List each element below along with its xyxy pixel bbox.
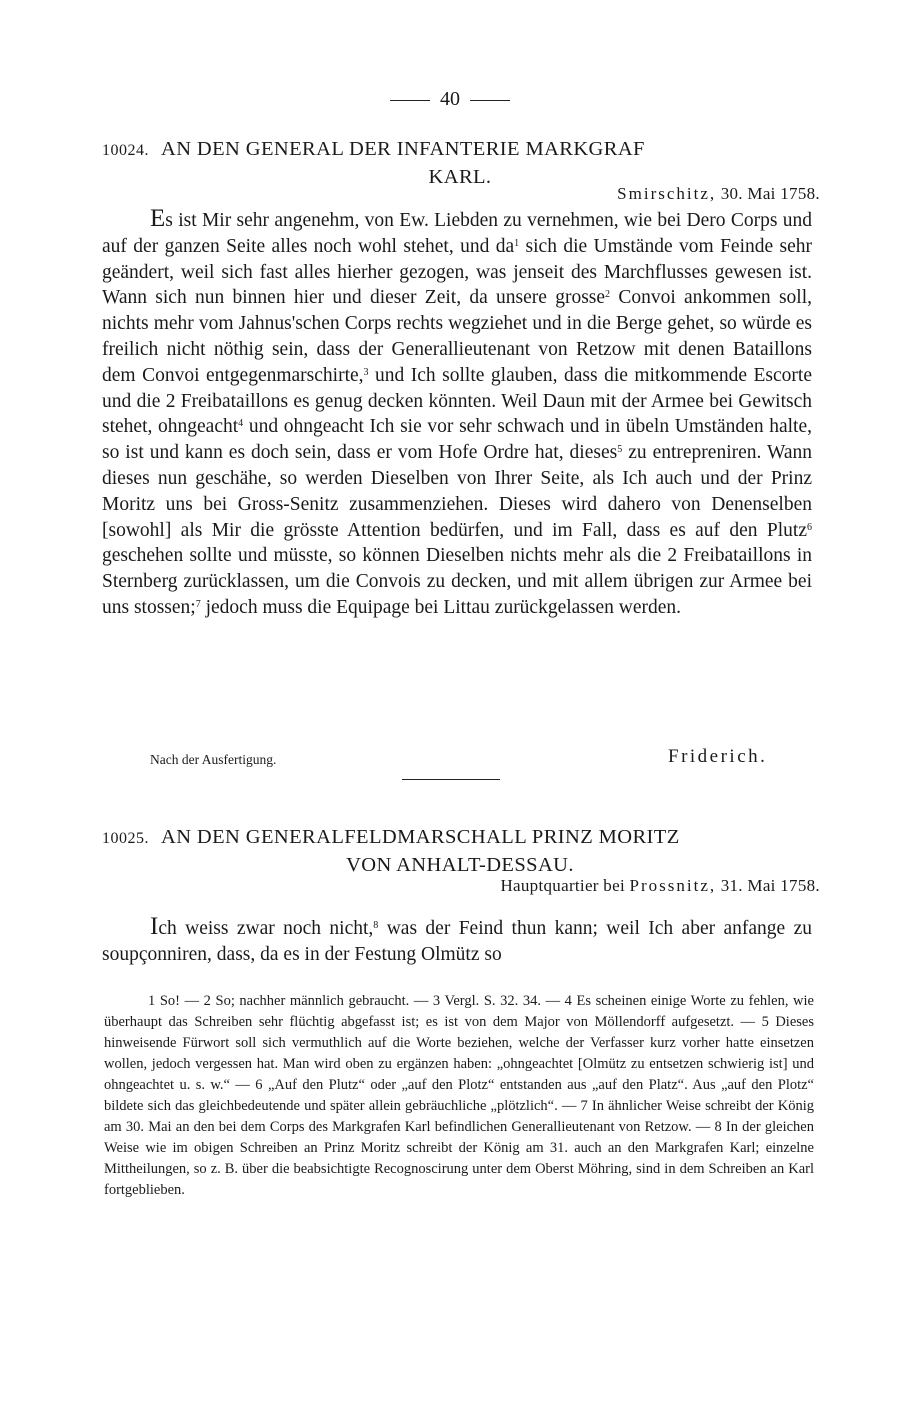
letter-title-line1: AN DEN GENERALFELDMARSCHALL PRINZ MORITZ: [161, 826, 680, 848]
letter-body-10024: [102, 206, 812, 621]
letter-paragraph: [102, 206, 812, 621]
running-head: [0, 88, 900, 111]
text-segment: geschehen sollte und müsste, so können Dieselben nichts mehr als die 2 Freibataillons in Sternberg zurücklassen, um die Convois zu decken, und mit allem übrigen zur Armee bei uns stossen;: [102, 545, 812, 618]
signature: Friderich.: [668, 746, 768, 767]
footnote-ref: 4: [238, 418, 244, 430]
section-divider: [402, 779, 500, 780]
text-segment: jedoch muss die Equipage bei Littau zurückgelassen werden.: [205, 596, 682, 618]
text-segment: s ist Mir sehr angenehm, von Ew. Liebden zu vernehmen, wie bei Dero Corps und auf der ganzen Seite alles noch wohl stehet, und da: [102, 210, 812, 257]
text-segment: Convoi ankommen soll, nichts mehr vom Jahnus'schen Corps rechts wegziehet und in die Berge gehet, so würde es freilich nicht nöthig sein, dass der Generallieutenant von Retzow mit denen Bataillons dem Convoi entgegenmarschirte,: [102, 287, 813, 386]
drop-cap: I: [150, 913, 159, 940]
date: 31. Mai 1758.: [720, 876, 820, 895]
page-number: 40: [440, 88, 460, 110]
drop-cap: E: [150, 205, 166, 232]
date-place: Smirschitz,: [617, 184, 717, 203]
date: 30. Mai 1758.: [720, 184, 820, 203]
footnote-text: 1 So! — 2 So; nachher männlich gebraucht. — 3 Vergl. S. 32. 34. — 4 Es scheinen einige Worte zu fehlen, wie überhaupt das Schreiben sehr flüchtig abgefasst ist; es ist von dem Major von Möllendorff aufgesetzt. — 5 Dieses hinweisende Fürwort soll sich vermuthlich auf die Worte beziehen, welche der Verfasser kurz vorher hatte einsetzen wollen, jedoch vergessen hat. Man wird oben zu ergänzen haben: „ohngeachtet [Olmütz zu entsetzen schwierig ist] und ohngeachtet u. s. w.“ — 6 „Auf den Plutz“ oder „auf den Plotz“ entstanden aus „auf den Platz“. Aus „auf den Plotz“ bildete sich das gleichbedeutende und später allein gebräuchliche „plötzlich“. — 7 In ähnlicher Weise schreibt der König am 30. Mai an den bei dem Corps des Markgrafen Karl befindlichen Generallieutenant von Retzow. — 8 In der gleichen Weise wie im obigen Schreiben an Prinz Moritz schreibt der König am 31. auch an den Markgrafen Karl; einzelne Mittheilungen, so z. B. über die beabsichtigte Recognoscirung unter dem Oberst Möhring, sind in dem Schreiben an Karl fortgeblieben.: [104, 993, 814, 1198]
date-place: Prossnitz,: [629, 876, 717, 895]
letter-title-line2: VON ANHALT-DESSAU.: [346, 854, 574, 876]
letter-heading-10024: [102, 136, 818, 190]
letter-body-10025: [102, 914, 812, 968]
text-segment: sich die Umstände vom Feinde sehr geändert, weil sich fast alles hierher gezogen, was jenseit des Marchflusses gewesen ist. Wann sich nun binnen hier und dieser Zeit, da unsere grosse: [102, 235, 813, 309]
letter-number: 10024.: [102, 142, 149, 159]
head-rule-left: [390, 100, 430, 101]
letter-title-line1: AN DEN GENERAL DER INFANTERIE MARKGRAF: [161, 138, 645, 160]
footnote-ref: 3: [363, 366, 369, 378]
letter-dateline-10024: [0, 184, 820, 204]
footnote-ref: 7: [195, 598, 201, 610]
head-rule-right: [470, 100, 510, 101]
text-segment: und Ich sollte glauben, dass die mitkommende Escorte und die 2 Freibataillons es genug decken könnten. Weil Daun mit der Armee bei Gewitsch stehet, ohngeacht: [102, 364, 812, 438]
text-segment: ch weiss zwar noch nicht,: [158, 918, 374, 939]
footnote-ref: 8: [373, 920, 379, 931]
text-segment: zu entrepreniren. Wann dieses nun geschähe, so werden Dieselben von Ihrer Seite, als Ich auch und der Prinz Moritz uns bei Gross-Senitz zusammenziehen. Dieses wird dahero von Denenselben [sowohl] als Mir die grösste Attention bedürfen, und im Fall, dass es auf den Plutz: [102, 442, 813, 541]
footnote-ref: 5: [617, 444, 623, 456]
footnotes: [104, 991, 814, 1201]
footnote-ref: 6: [807, 521, 812, 533]
footnote-ref: 2: [605, 289, 611, 301]
letter-dateline-10025: [0, 876, 820, 896]
text-segment: und ohngeacht Ich sie vor sehr schwach und in übeln Umständen halte, so ist und kann es doch sein, dass er vom Hofe Ordre hat, dieses: [102, 416, 813, 464]
footnote-ref: 1: [514, 237, 520, 249]
source-note: Nach der Ausfertigung.: [150, 752, 277, 767]
letter-number: 10025.: [102, 830, 149, 847]
letter-title-line2: KARL.: [428, 166, 492, 188]
text-segment: was der Feind thun kann; weil Ich aber anfange zu soupçonniren, dass, da es in der Festung Olmütz so: [102, 918, 813, 965]
letter-heading-10025: [102, 824, 818, 878]
date-prefix: Hauptquartier bei: [500, 876, 625, 895]
letter-paragraph: [102, 914, 812, 968]
